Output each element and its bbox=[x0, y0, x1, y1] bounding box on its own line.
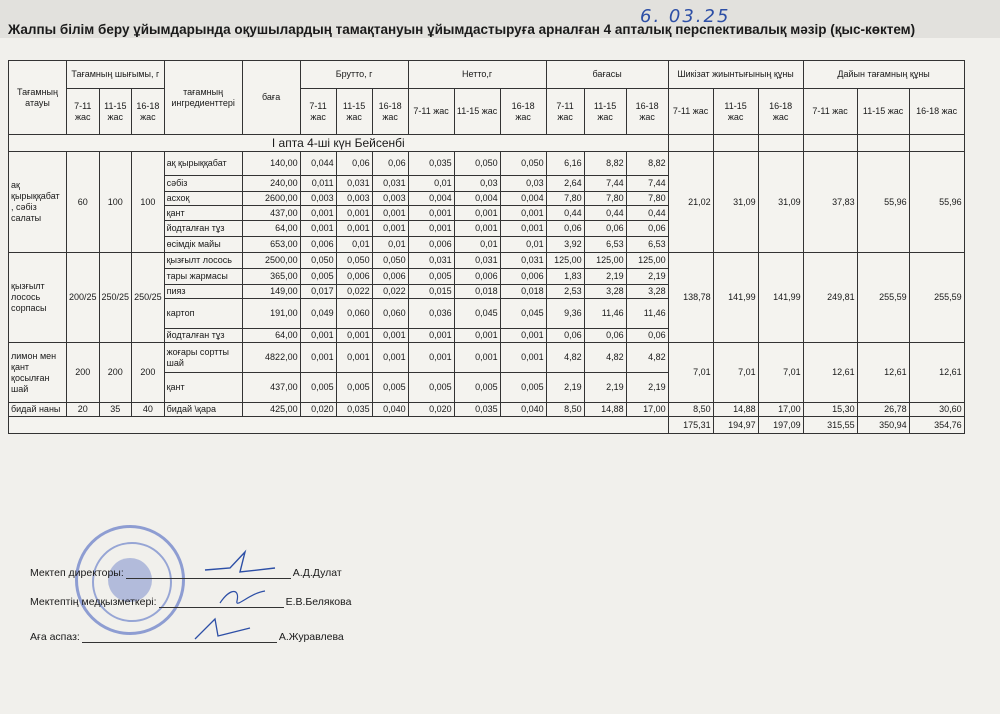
raw-total-value: 7,01 bbox=[713, 343, 758, 403]
brutto-value: 0,06 bbox=[336, 152, 372, 176]
cost-value: 0,06 bbox=[546, 329, 584, 343]
ingredient-name: ақ қырыққабат bbox=[164, 152, 242, 176]
cost-value: 17,00 bbox=[626, 403, 668, 417]
total-raw-value: 197,09 bbox=[758, 417, 803, 434]
cost-value: 0,06 bbox=[584, 329, 626, 343]
empty-cell bbox=[857, 135, 909, 152]
netto-value: 0,001 bbox=[500, 206, 546, 221]
netto-value: 0,001 bbox=[408, 206, 454, 221]
age-header: 7-11 жас bbox=[668, 89, 713, 135]
brutto-value: 0,050 bbox=[372, 253, 408, 269]
header-price: баға bbox=[242, 61, 300, 135]
ingredient-price: 653,00 bbox=[242, 237, 300, 253]
ingredient-price: 191,00 bbox=[242, 299, 300, 329]
brutto-value: 0,003 bbox=[336, 192, 372, 206]
portion-value: 250/25 bbox=[132, 253, 165, 343]
signature-nurse bbox=[30, 596, 351, 608]
brutto-value: 0,005 bbox=[300, 373, 336, 403]
brutto-value: 0,001 bbox=[336, 343, 372, 373]
ingredient-price: 2600,00 bbox=[242, 192, 300, 206]
netto-value: 0,018 bbox=[454, 285, 500, 299]
empty-cell bbox=[909, 135, 964, 152]
cost-value: 7,80 bbox=[546, 192, 584, 206]
total-ready-value: 350,94 bbox=[857, 417, 909, 434]
netto-value: 0,001 bbox=[454, 343, 500, 373]
brutto-value: 0,011 bbox=[300, 176, 336, 192]
cost-value: 2,64 bbox=[546, 176, 584, 192]
brutto-value: 0,035 bbox=[336, 403, 372, 417]
age-header: 16-18 жас bbox=[909, 89, 964, 135]
brutto-value: 0,049 bbox=[300, 299, 336, 329]
netto-value: 0,001 bbox=[500, 221, 546, 237]
ready-price-value: 15,30 bbox=[803, 403, 857, 417]
cost-value: 7,44 bbox=[584, 176, 626, 192]
netto-value: 0,004 bbox=[408, 192, 454, 206]
cost-value: 125,00 bbox=[626, 253, 668, 269]
cost-value: 0,44 bbox=[626, 206, 668, 221]
brutto-value: 0,01 bbox=[336, 237, 372, 253]
netto-value: 0,001 bbox=[408, 343, 454, 373]
age-header: 7-11 жас bbox=[408, 89, 454, 135]
raw-total-value: 141,99 bbox=[758, 253, 803, 343]
ingredient-name: пияз bbox=[164, 285, 242, 299]
table-row bbox=[9, 253, 965, 269]
netto-value: 0,005 bbox=[408, 373, 454, 403]
menu-table bbox=[8, 60, 965, 434]
ingredient-name: тары жармасы bbox=[164, 269, 242, 285]
ingredient-price: 140,00 bbox=[242, 152, 300, 176]
school-seal bbox=[75, 525, 185, 635]
cost-value: 4,82 bbox=[584, 343, 626, 373]
brutto-value: 0,001 bbox=[300, 221, 336, 237]
portion-value: 35 bbox=[99, 403, 132, 417]
dish-name: бидай наны bbox=[9, 403, 67, 417]
cost-value: 6,53 bbox=[626, 237, 668, 253]
document-title: Жалпы білім беру ұйымдарында оқушылардың тамақтануын ұйымдастыруға арналған 4 апталық перспективалық мәзір (қыс-көктем) bbox=[8, 22, 916, 37]
signature-role: Мектеп директоры: bbox=[30, 567, 124, 579]
netto-value: 0,005 bbox=[408, 269, 454, 285]
brutto-value: 0,01 bbox=[372, 237, 408, 253]
header-brutto: Брутто, г bbox=[300, 61, 408, 89]
netto-value: 0,005 bbox=[454, 373, 500, 403]
brutto-value: 0,031 bbox=[372, 176, 408, 192]
cost-value: 3,92 bbox=[546, 237, 584, 253]
cost-value: 7,44 bbox=[626, 176, 668, 192]
netto-value: 0,045 bbox=[454, 299, 500, 329]
cost-value: 0,06 bbox=[584, 221, 626, 237]
ingredient-price: 149,00 bbox=[242, 285, 300, 299]
brutto-value: 0,022 bbox=[372, 285, 408, 299]
brutto-value: 0,001 bbox=[336, 206, 372, 221]
brutto-value: 0,031 bbox=[336, 176, 372, 192]
ingredient-price: 437,00 bbox=[242, 373, 300, 403]
cost-value: 2,19 bbox=[626, 373, 668, 403]
brutto-value: 0,001 bbox=[300, 206, 336, 221]
age-header: 11-15 жас bbox=[857, 89, 909, 135]
brutto-value: 0,060 bbox=[336, 299, 372, 329]
cost-value: 7,80 bbox=[626, 192, 668, 206]
cost-value: 4,82 bbox=[546, 343, 584, 373]
age-header: 16-18 жас bbox=[626, 89, 668, 135]
netto-value: 0,036 bbox=[408, 299, 454, 329]
netto-value: 0,020 bbox=[408, 403, 454, 417]
totals-row bbox=[9, 417, 965, 434]
handwritten-signature-3 bbox=[190, 614, 260, 644]
netto-value: 0,03 bbox=[454, 176, 500, 192]
header-ingredients: тағамның ингредиенттері bbox=[164, 61, 242, 135]
raw-total-value: 7,01 bbox=[758, 343, 803, 403]
empty-cell bbox=[803, 135, 857, 152]
brutto-value: 0,001 bbox=[372, 221, 408, 237]
portion-age-header: 16-18 жас bbox=[132, 89, 165, 135]
cost-value: 11,46 bbox=[626, 299, 668, 329]
ingredient-name: қант bbox=[164, 373, 242, 403]
portion-value: 200 bbox=[132, 343, 165, 403]
brutto-value: 0,005 bbox=[300, 269, 336, 285]
portion-value: 250/25 bbox=[99, 253, 132, 343]
netto-value: 0,001 bbox=[408, 329, 454, 343]
brutto-value: 0,006 bbox=[336, 269, 372, 285]
netto-value: 0,050 bbox=[500, 152, 546, 176]
ready-price-value: 255,59 bbox=[909, 253, 964, 343]
empty-cell bbox=[713, 135, 758, 152]
portion-value: 200 bbox=[67, 343, 100, 403]
netto-value: 0,018 bbox=[500, 285, 546, 299]
cost-value: 2,19 bbox=[546, 373, 584, 403]
netto-value: 0,006 bbox=[408, 237, 454, 253]
ingredient-name: бидай \қара bbox=[164, 403, 242, 417]
brutto-value: 0,001 bbox=[372, 343, 408, 373]
age-header: 7-11 жас bbox=[300, 89, 336, 135]
ingredient-price: 64,00 bbox=[242, 221, 300, 237]
netto-value: 0,03 bbox=[500, 176, 546, 192]
netto-value: 0,031 bbox=[500, 253, 546, 269]
signature-chef bbox=[30, 631, 344, 643]
netto-value: 0,01 bbox=[408, 176, 454, 192]
brutto-value: 0,017 bbox=[300, 285, 336, 299]
netto-value: 0,006 bbox=[454, 269, 500, 285]
ready-price-value: 55,96 bbox=[909, 152, 964, 253]
total-raw-value: 194,97 bbox=[713, 417, 758, 434]
day-label: І апта 4-ші күн Бейсенбі bbox=[9, 135, 669, 152]
raw-total-value: 7,01 bbox=[668, 343, 713, 403]
cost-value: 0,44 bbox=[546, 206, 584, 221]
cost-value: 14,88 bbox=[584, 403, 626, 417]
cost-value: 2,19 bbox=[584, 269, 626, 285]
age-header: 16-18 жас bbox=[758, 89, 803, 135]
total-ready-value: 354,76 bbox=[909, 417, 964, 434]
ready-price-value: 55,96 bbox=[857, 152, 909, 253]
brutto-value: 0,001 bbox=[300, 343, 336, 373]
brutto-value: 0,001 bbox=[372, 329, 408, 343]
raw-total-value: 21,02 bbox=[668, 152, 713, 253]
ingredient-name: қант bbox=[164, 206, 242, 221]
handwritten-date: 6. 03.25 bbox=[640, 6, 731, 27]
cost-value: 125,00 bbox=[584, 253, 626, 269]
cost-value: 0,06 bbox=[546, 221, 584, 237]
age-header: 11-15 жас bbox=[713, 89, 758, 135]
table-row bbox=[9, 343, 965, 373]
cost-value: 6,53 bbox=[584, 237, 626, 253]
ready-price-value: 30,60 bbox=[909, 403, 964, 417]
dish-name: ақ қырыққабат , сәбіз салаты bbox=[9, 152, 67, 253]
total-raw-value: 175,31 bbox=[668, 417, 713, 434]
brutto-value: 0,005 bbox=[372, 373, 408, 403]
ingredient-price: 425,00 bbox=[242, 403, 300, 417]
empty-cell bbox=[668, 135, 713, 152]
portion-value: 200/25 bbox=[67, 253, 100, 343]
total-ready-value: 315,55 bbox=[803, 417, 857, 434]
brutto-value: 0,001 bbox=[336, 329, 372, 343]
portion-age-header: 7-11 жас bbox=[67, 89, 100, 135]
cost-value: 7,80 bbox=[584, 192, 626, 206]
netto-value: 0,001 bbox=[500, 343, 546, 373]
brutto-value: 0,006 bbox=[372, 269, 408, 285]
ingredient-name: асхоқ bbox=[164, 192, 242, 206]
netto-value: 0,035 bbox=[454, 403, 500, 417]
netto-value: 0,050 bbox=[454, 152, 500, 176]
netto-value: 0,005 bbox=[500, 373, 546, 403]
raw-total-value: 141,99 bbox=[713, 253, 758, 343]
netto-value: 0,004 bbox=[500, 192, 546, 206]
signature-director bbox=[30, 567, 342, 579]
dish-name: қызғылт лосось сорпасы bbox=[9, 253, 67, 343]
netto-value: 0,001 bbox=[408, 221, 454, 237]
portion-value: 20 bbox=[67, 403, 100, 417]
raw-total-value: 17,00 bbox=[758, 403, 803, 417]
cost-value: 8,82 bbox=[584, 152, 626, 176]
header-cost: бағасы bbox=[546, 61, 668, 89]
ingredient-price: 365,00 bbox=[242, 269, 300, 285]
brutto-value: 0,020 bbox=[300, 403, 336, 417]
ingredient-name: қызғылт лосось bbox=[164, 253, 242, 269]
brutto-value: 0,050 bbox=[300, 253, 336, 269]
portion-value: 200 bbox=[99, 343, 132, 403]
portion-value: 40 bbox=[132, 403, 165, 417]
netto-value: 0,031 bbox=[454, 253, 500, 269]
netto-value: 0,001 bbox=[500, 329, 546, 343]
cost-value: 3,28 bbox=[626, 285, 668, 299]
ingredient-price: 437,00 bbox=[242, 206, 300, 221]
ingredient-name: сәбіз bbox=[164, 176, 242, 192]
ready-price-value: 12,61 bbox=[909, 343, 964, 403]
netto-value: 0,035 bbox=[408, 152, 454, 176]
netto-value: 0,031 bbox=[408, 253, 454, 269]
cost-value: 8,50 bbox=[546, 403, 584, 417]
signature-role: Мектептің медқызметкері: bbox=[30, 596, 157, 608]
netto-value: 0,004 bbox=[454, 192, 500, 206]
cost-value: 2,19 bbox=[626, 269, 668, 285]
netto-value: 0,01 bbox=[500, 237, 546, 253]
netto-value: 0,01 bbox=[454, 237, 500, 253]
dish-name: лимон мен қант қосылған шай bbox=[9, 343, 67, 403]
age-header: 11-15 жас bbox=[454, 89, 500, 135]
signature-name: А.Д.Дулат bbox=[292, 567, 342, 579]
cost-value: 11,46 bbox=[584, 299, 626, 329]
brutto-value: 0,003 bbox=[372, 192, 408, 206]
age-header: 16-18 жас bbox=[500, 89, 546, 135]
brutto-value: 0,040 bbox=[372, 403, 408, 417]
cost-value: 0,44 bbox=[584, 206, 626, 221]
signature-name: А.Журавлева bbox=[278, 631, 344, 643]
cost-value: 1,83 bbox=[546, 269, 584, 285]
header-netto: Нетто,г bbox=[408, 61, 546, 89]
netto-value: 0,001 bbox=[454, 206, 500, 221]
raw-total-value: 14,88 bbox=[713, 403, 758, 417]
ingredient-price: 2500,00 bbox=[242, 253, 300, 269]
brutto-value: 0,060 bbox=[372, 299, 408, 329]
brutto-value: 0,005 bbox=[336, 373, 372, 403]
age-header: 11-15 жас bbox=[584, 89, 626, 135]
handwritten-signature-2 bbox=[215, 583, 275, 611]
brutto-value: 0,044 bbox=[300, 152, 336, 176]
cost-value: 4,82 bbox=[626, 343, 668, 373]
header-raw-total: Шикізат жиынтығының құны bbox=[668, 61, 803, 89]
header-ready-price: Дайын тағамның құны bbox=[803, 61, 964, 89]
cost-value: 0,06 bbox=[626, 329, 668, 343]
cost-value: 3,28 bbox=[584, 285, 626, 299]
cost-value: 6,16 bbox=[546, 152, 584, 176]
cost-value: 8,82 bbox=[626, 152, 668, 176]
table-row bbox=[9, 403, 965, 417]
ready-price-value: 37,83 bbox=[803, 152, 857, 253]
ingredient-name: жоғары сортты шай bbox=[164, 343, 242, 373]
signature-name: Е.В.Белякова bbox=[285, 596, 352, 608]
cost-value: 9,36 bbox=[546, 299, 584, 329]
brutto-value: 0,050 bbox=[336, 253, 372, 269]
raw-total-value: 8,50 bbox=[668, 403, 713, 417]
handwritten-signature-1 bbox=[200, 548, 280, 578]
raw-total-value: 31,09 bbox=[713, 152, 758, 253]
ingredient-name: йодталған тұз bbox=[164, 221, 242, 237]
brutto-value: 0,06 bbox=[372, 152, 408, 176]
raw-total-value: 31,09 bbox=[758, 152, 803, 253]
brutto-value: 0,003 bbox=[300, 192, 336, 206]
ingredient-price: 4822,00 bbox=[242, 343, 300, 373]
portion-value: 100 bbox=[99, 152, 132, 253]
header-portion: Тағамның шығымы, г bbox=[67, 61, 165, 89]
ready-price-value: 255,59 bbox=[857, 253, 909, 343]
ready-price-value: 26,78 bbox=[857, 403, 909, 417]
header-dish-name: Тағамның атауы bbox=[9, 61, 67, 135]
cost-value: 2,19 bbox=[584, 373, 626, 403]
cost-value: 0,06 bbox=[626, 221, 668, 237]
portion-age-header: 11-15 жас bbox=[99, 89, 132, 135]
brutto-value: 0,001 bbox=[300, 329, 336, 343]
raw-total-value: 138,78 bbox=[668, 253, 713, 343]
portion-value: 60 bbox=[67, 152, 100, 253]
netto-value: 0,015 bbox=[408, 285, 454, 299]
brutto-value: 0,001 bbox=[336, 221, 372, 237]
ingredient-name: картоп bbox=[164, 299, 242, 329]
ingredient-price: 64,00 bbox=[242, 329, 300, 343]
ingredient-name: өсімдік майы bbox=[164, 237, 242, 253]
age-header: 11-15 жас bbox=[336, 89, 372, 135]
signature-role: Аға аспаз: bbox=[30, 631, 80, 643]
ready-price-value: 12,61 bbox=[803, 343, 857, 403]
portion-value: 100 bbox=[132, 152, 165, 253]
ingredient-name: йодталған тұз bbox=[164, 329, 242, 343]
netto-value: 0,006 bbox=[500, 269, 546, 285]
age-header: 7-11 жас bbox=[803, 89, 857, 135]
empty-cell bbox=[758, 135, 803, 152]
brutto-value: 0,001 bbox=[372, 206, 408, 221]
netto-value: 0,040 bbox=[500, 403, 546, 417]
brutto-value: 0,006 bbox=[300, 237, 336, 253]
empty-cell bbox=[9, 417, 669, 434]
brutto-value: 0,022 bbox=[336, 285, 372, 299]
cost-value: 125,00 bbox=[546, 253, 584, 269]
ready-price-value: 12,61 bbox=[857, 343, 909, 403]
netto-value: 0,045 bbox=[500, 299, 546, 329]
cost-value: 2,53 bbox=[546, 285, 584, 299]
age-header: 16-18 жас bbox=[372, 89, 408, 135]
ingredient-price: 240,00 bbox=[242, 176, 300, 192]
table-row bbox=[9, 152, 965, 176]
age-header: 7-11 жас bbox=[546, 89, 584, 135]
netto-value: 0,001 bbox=[454, 221, 500, 237]
netto-value: 0,001 bbox=[454, 329, 500, 343]
ready-price-value: 249,81 bbox=[803, 253, 857, 343]
